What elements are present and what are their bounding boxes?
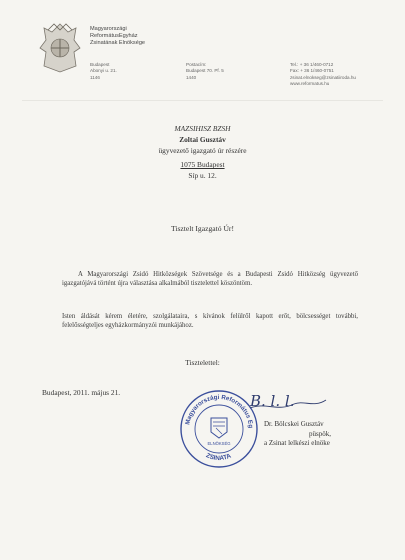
postal-line: Postacím:	[186, 62, 207, 67]
body-paragraph-1: A Magyarországi Zsidó Hitközségek Szövetsége és a Budapesti Zsidó Hitközség ügyvezető igazgatójává történt újra választása alkalmából tisztelettel köszöntöm.	[62, 271, 358, 288]
fax-line: Fax: + 36 1/460-0751	[290, 68, 334, 74]
postal-column	[186, 62, 224, 81]
email-line: zsinat.elnokseg@zsinatiiroda.hu	[290, 74, 356, 80]
recipient-block	[0, 124, 405, 182]
address-line: 1146	[90, 74, 100, 80]
stamp-inner-text: ELNÖKSÉG	[207, 441, 231, 446]
org-line-2: ReformátusEgyház	[90, 33, 138, 39]
org-line-3: Zsinatának Elnöksége	[90, 40, 146, 46]
letter-date: Budapest, 2011. május 21.	[42, 388, 121, 397]
postal-line: 1440	[186, 74, 197, 80]
recipient-name: Zoltai Gusztáv	[179, 134, 226, 144]
svg-text:Magyarországi Református Egyhá	[178, 388, 254, 429]
svg-text:ZSINATA	[205, 452, 233, 462]
signer-name: Dr. Bölcskei Gusztáv	[264, 420, 324, 428]
org-line-1: Magyarországi	[90, 26, 127, 32]
signer-role: a Zsinat lelkészi elnöke	[264, 439, 330, 448]
address-line: Abonyi u. 21.	[90, 68, 117, 74]
salutation: Tisztelt Igazgató Úr!	[171, 224, 234, 233]
recipient-org: MAZSIHISZ BZSH	[174, 124, 231, 133]
signature-scribble: B. l. l.	[250, 392, 295, 410]
recipient-street: Síp u. 12.	[188, 171, 217, 181]
website-line: www.reformatus.hu	[290, 81, 330, 87]
header-divider	[22, 100, 383, 101]
stamp-ring-text: Magyarországi Református Eg	[184, 393, 255, 429]
handwritten-signature	[248, 388, 330, 414]
address-column	[90, 62, 117, 81]
closing: Tisztelettel:	[185, 358, 220, 367]
postal-line: Budapest 70. Pf. 5	[186, 68, 224, 74]
signer-title: püspök,	[309, 429, 331, 438]
signer-block	[260, 420, 380, 449]
stamp-bottom-text: ZSINATA	[204, 452, 233, 463]
org-name	[90, 26, 145, 47]
church-crest-icon	[30, 18, 90, 78]
contact-column	[290, 62, 356, 88]
body-paragraph-2: Isten áldását kérem életére, szolgálataira, s kívánok felülről kapott erőt, bölcsességet további, felelősségteljes egyházkormányzói munkájához.	[62, 313, 358, 330]
recipient-city: 1075 Budapest	[180, 160, 225, 170]
recipient-title: ügyvezető igazgató úr részére	[158, 145, 247, 155]
phone-line: Tel.: + 36 1/460-0712	[290, 62, 334, 67]
address-line: Budapest	[90, 62, 110, 67]
